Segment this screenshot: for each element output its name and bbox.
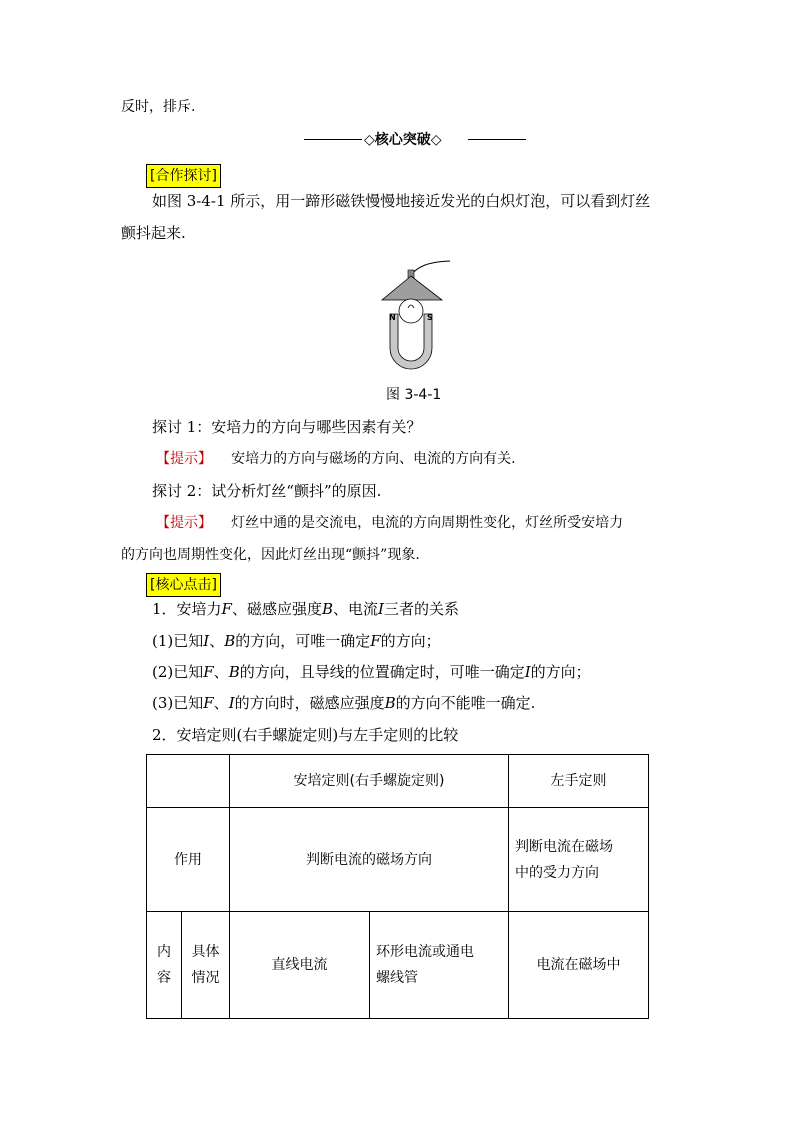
var-f: F <box>203 663 214 681</box>
text: 的方向不能唯一确定. <box>395 694 536 712</box>
lamp-shade <box>382 276 442 300</box>
var-b: B <box>228 663 240 681</box>
text: 、 <box>209 632 225 650</box>
point-2: 2．安培定则(右手螺旋定则)与左手定则的比较 <box>152 726 459 744</box>
text: 1．安培力 <box>152 600 222 618</box>
table-row-header <box>147 755 649 808</box>
point-1-1 <box>152 630 441 652</box>
cell-text: 容 <box>157 970 171 986</box>
cell-ring-current <box>370 912 509 1019</box>
section-title: ◇核心突破◇ <box>364 132 442 148</box>
hint-2-line-2: 的方向也周期性变化，因此灯丝出现“颤抖”现象. <box>121 547 420 563</box>
bulb-magnet-figure <box>370 256 460 378</box>
text: (2)已知 <box>152 663 204 681</box>
question-2: 探讨 2：试分析灯丝“颤抖”的原因. <box>152 482 382 500</box>
row-subhead-specific <box>182 912 230 1019</box>
cell-text: 具体 <box>191 944 220 960</box>
point-1-3 <box>152 692 535 714</box>
var-b: B <box>321 600 334 618</box>
text: 、磁感应强度 <box>231 600 322 618</box>
var-i: I <box>378 600 384 618</box>
text: 、 <box>213 663 229 681</box>
section-rule-right <box>468 139 526 140</box>
var-f: F <box>221 600 232 618</box>
var-f: F <box>203 694 214 712</box>
bulb <box>399 299 423 323</box>
hint-label: 【提示】 <box>156 515 212 531</box>
comparison-table <box>146 754 649 1019</box>
question-1: 探讨 1：安培力的方向与哪些因素有关？ <box>152 418 422 436</box>
cell-text: 情况 <box>191 970 220 986</box>
var-i: I <box>203 632 210 650</box>
intro-line-1: 如图 3-4-1 所示，用一蹄形磁铁慢慢地接近发光的白炽灯泡，可以看到灯丝 <box>152 192 651 210</box>
cell-text: 中的受力方向 <box>515 864 599 881</box>
text: 的方向； <box>380 632 441 650</box>
hint-label: 【提示】 <box>156 451 212 467</box>
text: 的方向时，磁感应强度 <box>234 694 385 712</box>
var-i: I <box>524 663 531 681</box>
hint-2-text: 灯丝中通的是交流电，电流的方向周期性变化，灯丝所受安培力 <box>231 515 624 531</box>
point-1 <box>152 598 459 620</box>
cell-left-function <box>509 808 649 912</box>
text: 、电流 <box>333 600 379 618</box>
cell-current-in-field: 电流在磁场中 <box>509 912 649 1019</box>
text: (3)已知 <box>152 694 204 712</box>
header-left-hand-rule: 左手定则 <box>509 755 649 808</box>
text: (1)已知 <box>152 632 204 650</box>
cell-text: 判断电流在磁场 <box>515 838 613 855</box>
table-row-function <box>147 808 649 912</box>
intro-line-2: 颤抖起来. <box>121 224 186 242</box>
cell-text: 内 <box>157 944 171 960</box>
var-b: B <box>224 632 236 650</box>
table-corner-cell <box>147 755 230 808</box>
magnet-label-n: N <box>389 313 396 322</box>
cell-ampere-function: 判断电流的磁场方向 <box>230 808 509 912</box>
text: 的方向，可唯一确定 <box>235 632 371 650</box>
row-head-content <box>147 912 182 1019</box>
text: 的方向； <box>530 663 591 681</box>
hint-2 <box>156 512 623 532</box>
top-line: 反时，排斥. <box>121 99 196 115</box>
cell-text: 环形电流或通电 <box>376 944 474 960</box>
text: 三者的关系 <box>383 600 459 618</box>
header-ampere-rule: 安培定则(右手螺旋定则) <box>230 755 509 808</box>
table-row-content <box>147 912 649 1019</box>
var-b: B <box>384 694 396 712</box>
point-1-2 <box>152 661 591 683</box>
text: 的方向，且导线的位置确定时，可唯一确定 <box>239 663 525 681</box>
magnet-label-s: S <box>427 313 433 322</box>
cell-text: 螺线管 <box>376 970 418 986</box>
lamp-wire <box>410 261 450 276</box>
figure-caption: 图 3-4-1 <box>386 387 442 403</box>
tag-core-points: [核心点击] <box>146 573 221 597</box>
var-i: I <box>228 694 235 712</box>
var-f: F <box>370 632 381 650</box>
hint-1-text: 安培力的方向与磁场的方向、电流的方向有关. <box>231 451 516 467</box>
cell-straight-current: 直线电流 <box>230 912 370 1019</box>
section-rule-left <box>304 139 362 140</box>
text: 、 <box>213 694 229 712</box>
row-head-function: 作用 <box>147 808 230 912</box>
tag-cooperative-explore: [合作探讨] <box>146 164 221 188</box>
hint-1 <box>156 448 516 468</box>
